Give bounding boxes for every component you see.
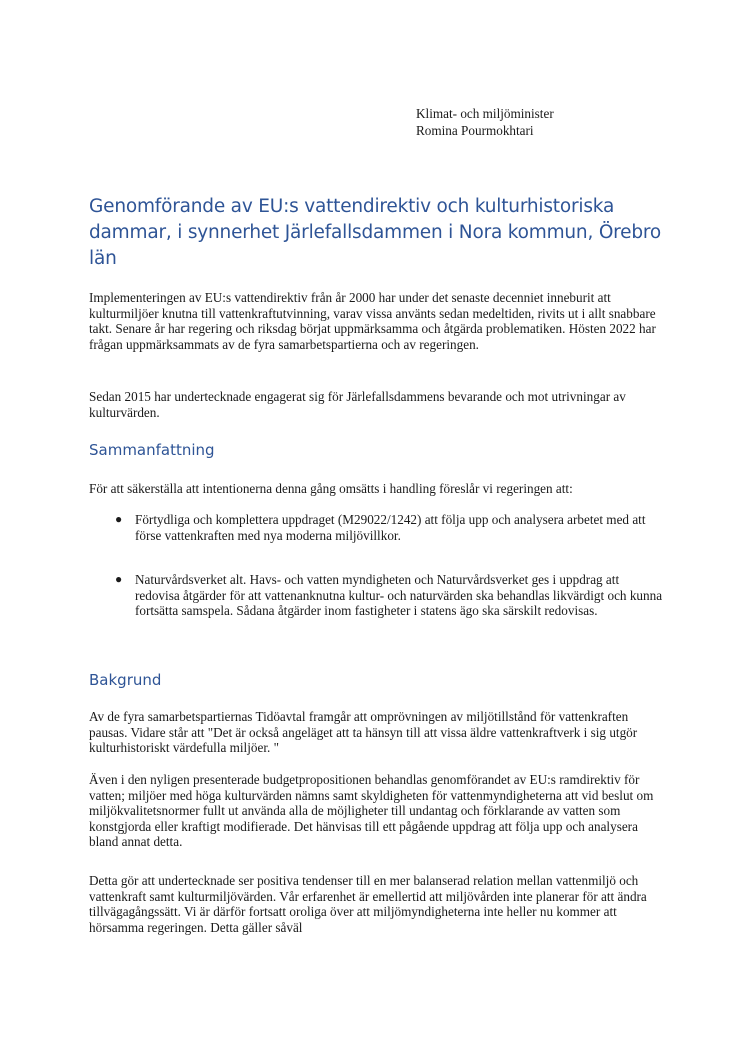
background-paragraph-3: Detta gör att undertecknade ser positiva tendenser till en mer balanserad relation mellan vattenmiljö och vattenkraft samt kulturmiljövärden. Vår erfarenhet är emellertid att miljövården inte planerar för att ändra tillvägagångssätt. Vi är därför fortsatt oroliga över att miljömyndigheterna inte heller nu kommer att hörsamma regeringen. Detta gäller såväl [89,873,647,935]
background-heading: Bakgrund [89,671,162,689]
background-paragraph-2: Även i den nyligen presenterade budgetpropositionen behandlas genomförandet av EU:s ramdirektiv för vatten; miljöer med höga kulturvärden nämns samt skyldigheten för vattenmyndigheterna att vid beslut om miljökvalitetsnormer fullt ut använda alla de möjligheter till undantag och förklarande av vatten som konstgjorda eller kraftigt modifierade. Det hänvisas till ett pågående uppdrag att följa upp och analysera bland annat detta. [89,772,654,850]
bullet-icon: ● [115,572,123,586]
intro-paragraph-2: Sedan 2015 har undertecknade engagerat sig för Järlefallsdammens bevarande och mot utrivningar av kulturvärden. [89,389,626,420]
summary-heading: Sammanfattning [89,441,215,459]
summary-bullet-2 [115,572,665,619]
summary-lead: För att säkerställa att intentionerna denna gång omsätts i handling föreslår vi regeringen att: [89,481,573,496]
document-title: Genomförande av EU:s vattendirektiv och kulturhistoriska dammar, i synnerhet Järlefallsdammen i Nora kommun, Örebro län [89,196,662,269]
summary-bullet-1-text: Förtydliga och komplettera uppdraget (M29022/1242) att följa upp och analysera arbetet med att förse vattenkraften med nya moderna miljövillkor. [135,512,646,543]
summary-bullet-1 [115,512,665,543]
intro-paragraph-1: Implementeringen av EU:s vattendirektiv från år 2000 har under det senaste decenniet inneburit att kulturmiljöer knutna till vattenkraftutvinning, varav vissa använts sedan medeltiden, rivits ut i allt snabbare takt. Senare år har regering och riksdag börjat uppmärksamma och åtgärda problematiken. Hösten 2022 har frågan uppmärksammats av de fyra samarbetspartierna och av regeringen. [89,290,656,352]
summary-bullet-2-text: Naturvårdsverket alt. Havs- och vatten myndigheten och Naturvårdsverket ges i uppdrag att redovisa åtgärder för att vattenanknutna kultur- och naturvärden ska behandlas likvärdigt och kunna fortsätta samspela. Sådana åtgärder inom fastigheter i statens ägo ska särskilt redovisas. [135,572,663,619]
bullet-icon: ● [115,512,123,526]
background-paragraph-1: Av de fyra samarbetspartiernas Tidöavtal framgår att omprövningen av miljötillstånd för vattenkraften pausas. Vidare står att "Det är också angeläget att ta hänsyn till att vissa äldre vattenkraftverk i sig utgör kulturhistoriskt värdefulla miljöer. " [89,709,638,756]
recipient-name: Romina Pourmokhtari [416,122,534,138]
recipient-block [416,106,554,139]
recipient-title: Klimat- och miljöminister [416,106,554,121]
